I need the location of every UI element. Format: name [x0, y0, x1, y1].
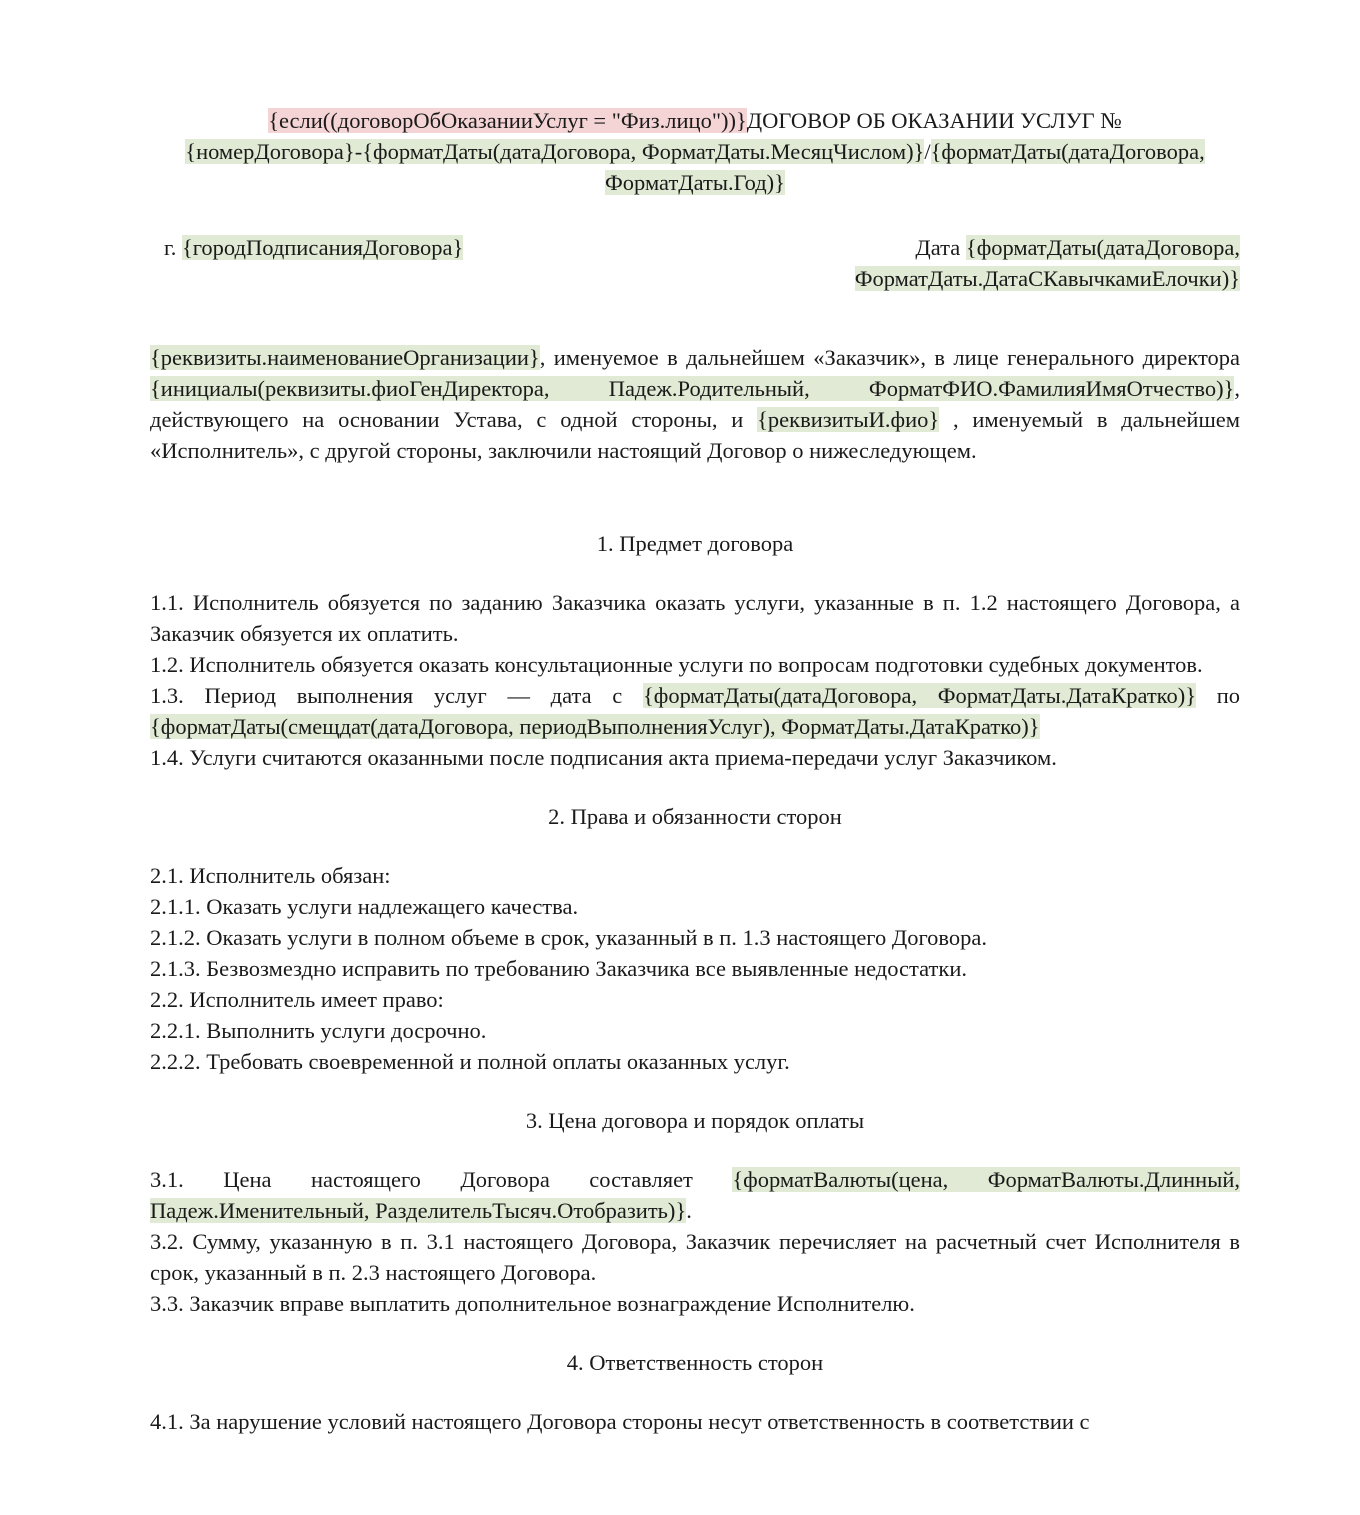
clause-3-3: 3.3. Заказчик вправе выплатить дополнительное вознаграждение Исполнителю.: [150, 1291, 915, 1316]
title-dash: -: [354, 139, 363, 164]
clause-3-1: [150, 1164, 1240, 1226]
clause-3-1-prefix: 3.1. Цена настоящего Договора составляет: [150, 1167, 733, 1192]
section-heading-1: 1. Предмет договора: [596, 531, 794, 556]
clause-2-2-1: 2.2.1. Выполнить услуги досрочно.: [150, 1018, 487, 1043]
clause-3-1-price-tag: {форматВалюты(цена, ФорматВалюты.Длинный, Падеж.Именительный, РазделительТысяч.Отобразить)}: [150, 1167, 1240, 1223]
title-condition-tag: {если((договорОбОказанииУслуг = "Физ.лицо"))}: [268, 108, 747, 133]
intro-part3: , именуемый в дальнейшем «Исполнитель», с другой стороны, заключили настоящий Договор о нижеследующем.: [150, 407, 1241, 463]
clause-3-1-suffix: .: [686, 1198, 692, 1223]
clause-2-1-3: 2.1.3. Безвозмездно исправить по требованию Заказчика все выявленные недостатки.: [150, 956, 967, 981]
clause-1-3-middle: по: [1216, 683, 1241, 708]
clause-2-1-2: 2.1.2. Оказать услуги в полном объеме в срок, указанный в п. 1.3 настоящего Договора.: [150, 925, 987, 950]
document-title-block: [150, 105, 1240, 198]
clause-1-3: [150, 680, 1240, 742]
city-date-line: [150, 232, 1240, 294]
clause-1-4: 1.4. Услуги считаются оказанными после подписания акта приема-передачи услуг Заказчиком.: [150, 745, 1057, 770]
date-group: [770, 232, 1240, 294]
city-group: [150, 232, 463, 263]
title-slash: /: [924, 139, 931, 164]
title-heading-text: ДОГОВОР ОБ ОКАЗАНИИ УСЛУГ №: [746, 108, 1122, 133]
title-number-tag: {номерДоговора}: [185, 139, 355, 164]
clause-2-2: 2.2. Исполнитель имеет право:: [150, 987, 444, 1012]
clause-1-1: 1.1. Исполнитель обязуется по заданию Заказчика оказать услуги, указанные в п. 1.2 настоящего Договора, а Заказчик обязуется их оплатить.: [150, 590, 1240, 646]
clause-4-1: 4.1. За нарушение условий настоящего Договора стороны несут ответственность в соответствии с: [150, 1409, 1090, 1434]
executor-tag: {реквизитыИ.фио}: [757, 407, 940, 432]
city-tag: {городПодписанияДоговора}: [181, 235, 464, 260]
clause-1-2: 1.2. Исполнитель обязуется оказать консультационные услуги по вопросам подготовки судебных документов.: [150, 652, 1203, 677]
clause-3-2: 3.2. Сумму, указанную в п. 3.1 настоящего Договора, Заказчик перечисляет на расчетный счет Исполнителя в срок, указанный в п. 2.3 настоящего Договора.: [150, 1229, 1240, 1285]
clause-1-3-date-to-tag: {форматДаты(смещдат(датаДоговора, периодВыполненияУслуг), ФорматДаты.ДатаКратко)}: [150, 714, 1040, 739]
org-name-tag: {реквизиты.наименованиеОрганизации}: [150, 345, 540, 370]
section-heading-2: 2. Права и обязанности сторон: [548, 804, 842, 829]
intro-part2: , действующего на основании Устава, с одной стороны, и: [150, 376, 1240, 432]
section-heading-3: 3. Цена договора и порядок оплаты: [525, 1108, 865, 1133]
title-month-tag: {форматДаты(датаДоговора, ФорматДаты.МесяцЧислом)}: [362, 139, 925, 164]
director-tag: {инициалы(реквизиты.фиоГенДиректора, Падеж.Родительный, ФорматФИО.ФамилияИмяОтчество)}: [150, 376, 1235, 401]
section-heading-4: 4. Ответственность сторон: [566, 1350, 824, 1375]
clause-2-2-2: 2.2.2. Требовать своевременной и полной оплаты оказанных услуг.: [150, 1049, 790, 1074]
clause-1-3-prefix: 1.3. Период выполнения услуг — дата с: [150, 683, 643, 708]
clause-2-1-1: 2.1.1. Оказать услуги надлежащего качества.: [150, 894, 579, 919]
city-prefix: г.: [164, 235, 177, 260]
clause-1-3-date-from-tag: {форматДаты(датаДоговора, ФорматДаты.ДатаКратко)}: [642, 683, 1197, 708]
intro-paragraph: [150, 342, 1240, 466]
title-year-tag: {форматДаты(датаДоговора, ФорматДаты.Год)}: [605, 139, 1205, 195]
intro-part1: , именуемое в дальнейшем «Заказчик», в лице генерального директора: [539, 345, 1240, 370]
clause-2-1: 2.1. Исполнитель обязан:: [150, 863, 391, 888]
document-body: [150, 105, 1240, 1437]
date-tag: {форматДаты(датаДоговора, ФорматДаты.ДатаСКавычкамиЕлочки)}: [854, 235, 1240, 291]
date-label: Дата: [915, 235, 961, 260]
